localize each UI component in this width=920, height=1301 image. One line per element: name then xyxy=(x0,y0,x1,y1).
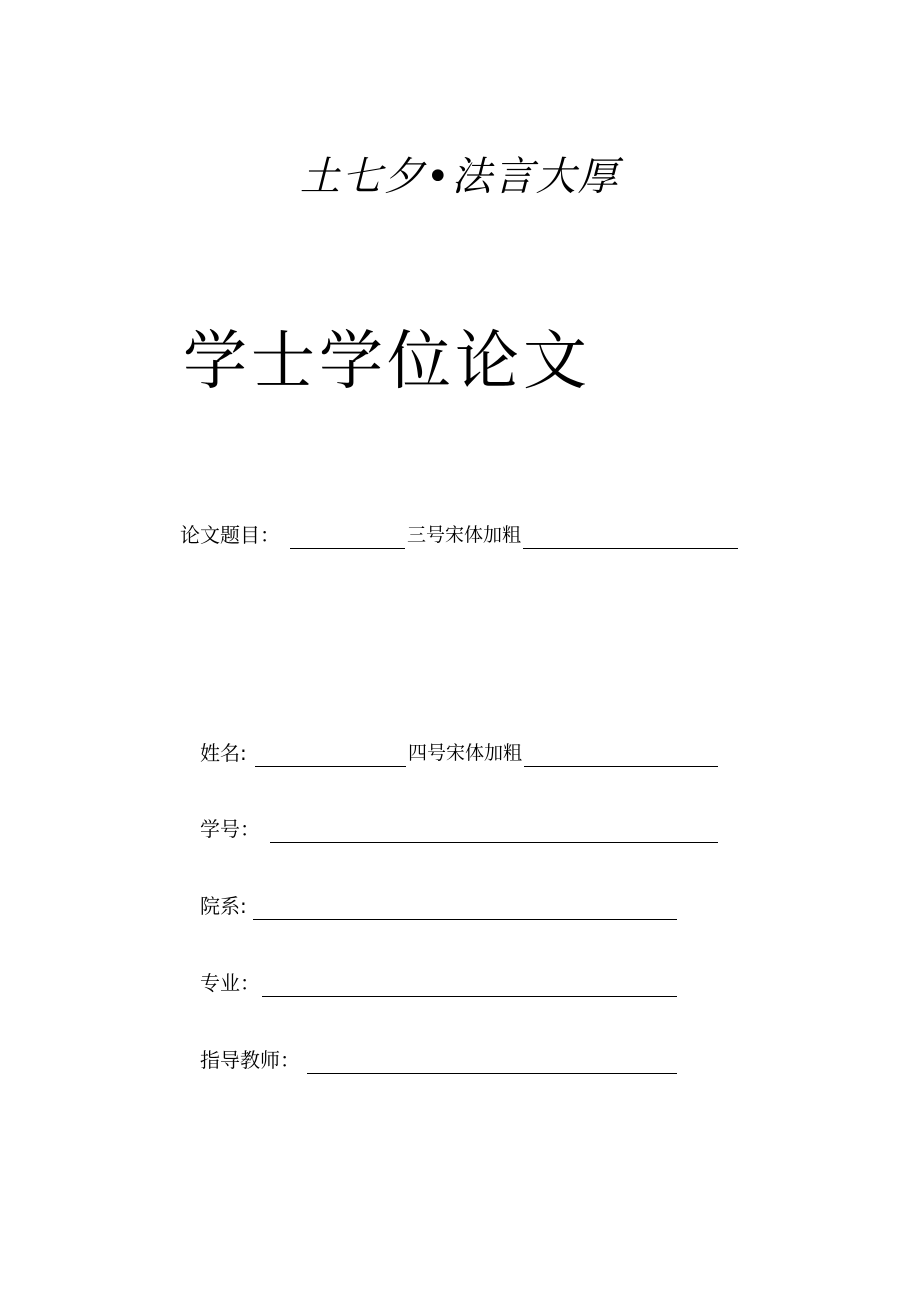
advisor-row xyxy=(200,1045,680,1075)
thesis-title-value: 三号宋体加粗 xyxy=(405,520,523,550)
document-type-title: 学士学位论文 xyxy=(183,325,591,399)
thesis-title-row xyxy=(180,520,740,550)
department-row xyxy=(200,891,680,921)
major-field[interactable] xyxy=(262,968,677,997)
department-label: 院系: xyxy=(200,894,247,918)
advisor-label: 指导教师： xyxy=(200,1048,300,1072)
name-row xyxy=(200,738,720,768)
student-id-field[interactable] xyxy=(270,814,718,843)
name-label: 姓名: xyxy=(200,741,247,765)
advisor-field[interactable] xyxy=(307,1045,677,1074)
thesis-title-label: 论文题目： xyxy=(180,523,280,547)
student-id-row xyxy=(200,814,720,844)
major-row xyxy=(200,968,680,998)
major-label: 专业： xyxy=(200,971,260,995)
student-id-label: 学号： xyxy=(200,817,260,841)
department-field[interactable] xyxy=(253,891,677,920)
university-name: 土七夕•法言大厚 xyxy=(300,154,620,200)
name-value: 四号宋体加粗 xyxy=(406,738,524,768)
